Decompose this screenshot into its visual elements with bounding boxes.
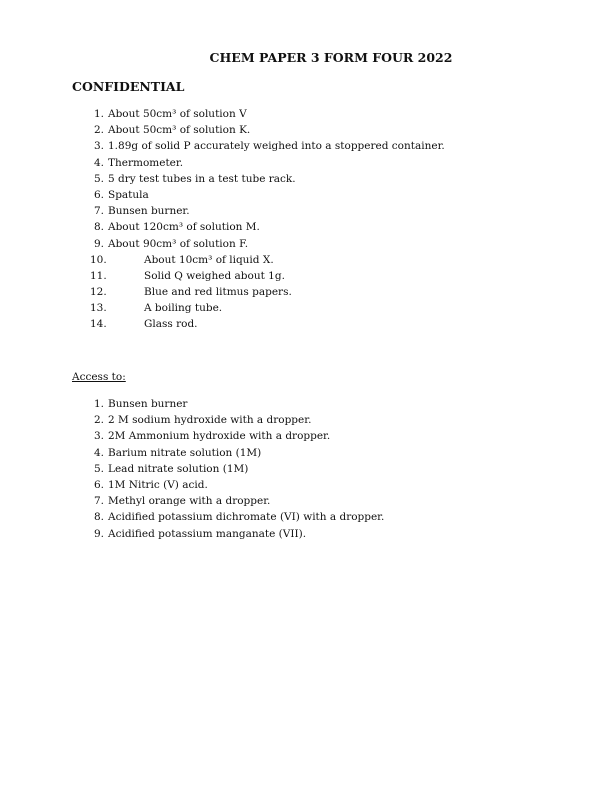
item-text: Glass rod. (144, 318, 198, 331)
item-number: 1. (93, 108, 104, 120)
item-number: 9. (93, 237, 104, 250)
list-item (72, 526, 572, 542)
item-text: Bunsen burner. (108, 205, 190, 218)
item-text: 5 dry test tubes in a test tube rack. (108, 172, 296, 185)
access-list (72, 396, 572, 542)
list-item (72, 203, 572, 219)
item-number: 2. (93, 414, 104, 427)
item-text: 1.89g of solid P accurately weighed into a stoppered container. (108, 140, 445, 153)
item-number: 1. (93, 398, 104, 410)
list-item (72, 122, 572, 138)
list-item (72, 412, 572, 428)
list-item (72, 155, 572, 171)
item-number: 5. (93, 462, 104, 475)
list-item (72, 187, 572, 203)
item-number: 11. (90, 269, 107, 282)
item-text: Solid Q weighed about 1g. (144, 269, 285, 282)
item-number: 3. (93, 430, 104, 443)
confidential-list (72, 106, 572, 333)
item-number: 8. (93, 511, 104, 524)
item-text: Lead nitrate solution (1M) (108, 462, 249, 475)
item-text: Blue and red litmus papers. (144, 286, 292, 299)
item-text: About 50cm³ of solution V (108, 108, 247, 120)
list-item (72, 428, 572, 444)
item-number: 5. (93, 172, 104, 185)
list-item (72, 268, 572, 284)
list-item (72, 477, 572, 493)
item-text: Spatula (108, 188, 149, 201)
item-text: Acidified potassium dichromate (VI) with a dropper. (108, 511, 385, 524)
item-number: 6. (93, 478, 104, 491)
access-heading: Access to: (72, 371, 126, 383)
item-text: Methyl orange with a dropper. (108, 495, 271, 508)
item-text: About 90cm³ of solution F. (108, 237, 249, 250)
item-number: 14. (90, 318, 107, 331)
item-text: 1M Nitric (V) acid. (108, 478, 208, 491)
item-number: 6. (93, 188, 104, 201)
item-text: Thermometer. (108, 156, 184, 169)
item-number: 13. (90, 302, 107, 315)
list-item (72, 396, 572, 412)
item-text: About 50cm³ of solution K. (108, 124, 251, 137)
item-text: 2M Ammonium hydroxide with a dropper. (108, 430, 331, 443)
item-text: 2 M sodium hydroxide with a dropper. (108, 414, 312, 427)
list-item (72, 300, 572, 316)
list-item (72, 461, 572, 477)
item-text: Barium nitrate solution (1M) (108, 446, 262, 459)
list-item (72, 445, 572, 461)
item-number: 9. (93, 527, 104, 540)
item-text: About 10cm³ of liquid X. (144, 253, 274, 266)
list-item (72, 138, 572, 154)
list-item (72, 171, 572, 187)
list-item (72, 106, 572, 122)
item-text: A boiling tube. (144, 302, 223, 315)
item-number: 7. (93, 205, 104, 218)
item-number: 3. (93, 140, 104, 153)
list-item (72, 493, 572, 509)
list-item (72, 236, 572, 252)
item-text: Bunsen burner (108, 398, 188, 410)
item-number: 7. (93, 495, 104, 508)
item-text: About 120cm³ of solution M. (108, 221, 260, 234)
list-item (72, 316, 572, 332)
item-number: 4. (93, 156, 104, 169)
item-number: 10. (90, 253, 107, 266)
item-number: 8. (93, 221, 104, 234)
list-item (72, 252, 572, 268)
list-item (72, 509, 572, 525)
item-number: 12. (90, 286, 107, 299)
item-number: 4. (93, 446, 104, 459)
page-title: CHEM PAPER 3 FORM FOUR 2022 (209, 50, 453, 65)
item-number: 2. (93, 124, 104, 137)
confidential-heading: CONFIDENTIAL (72, 79, 185, 94)
item-text: Acidified potassium manganate (VII). (108, 527, 307, 540)
list-item (72, 219, 572, 235)
list-item (72, 284, 572, 300)
